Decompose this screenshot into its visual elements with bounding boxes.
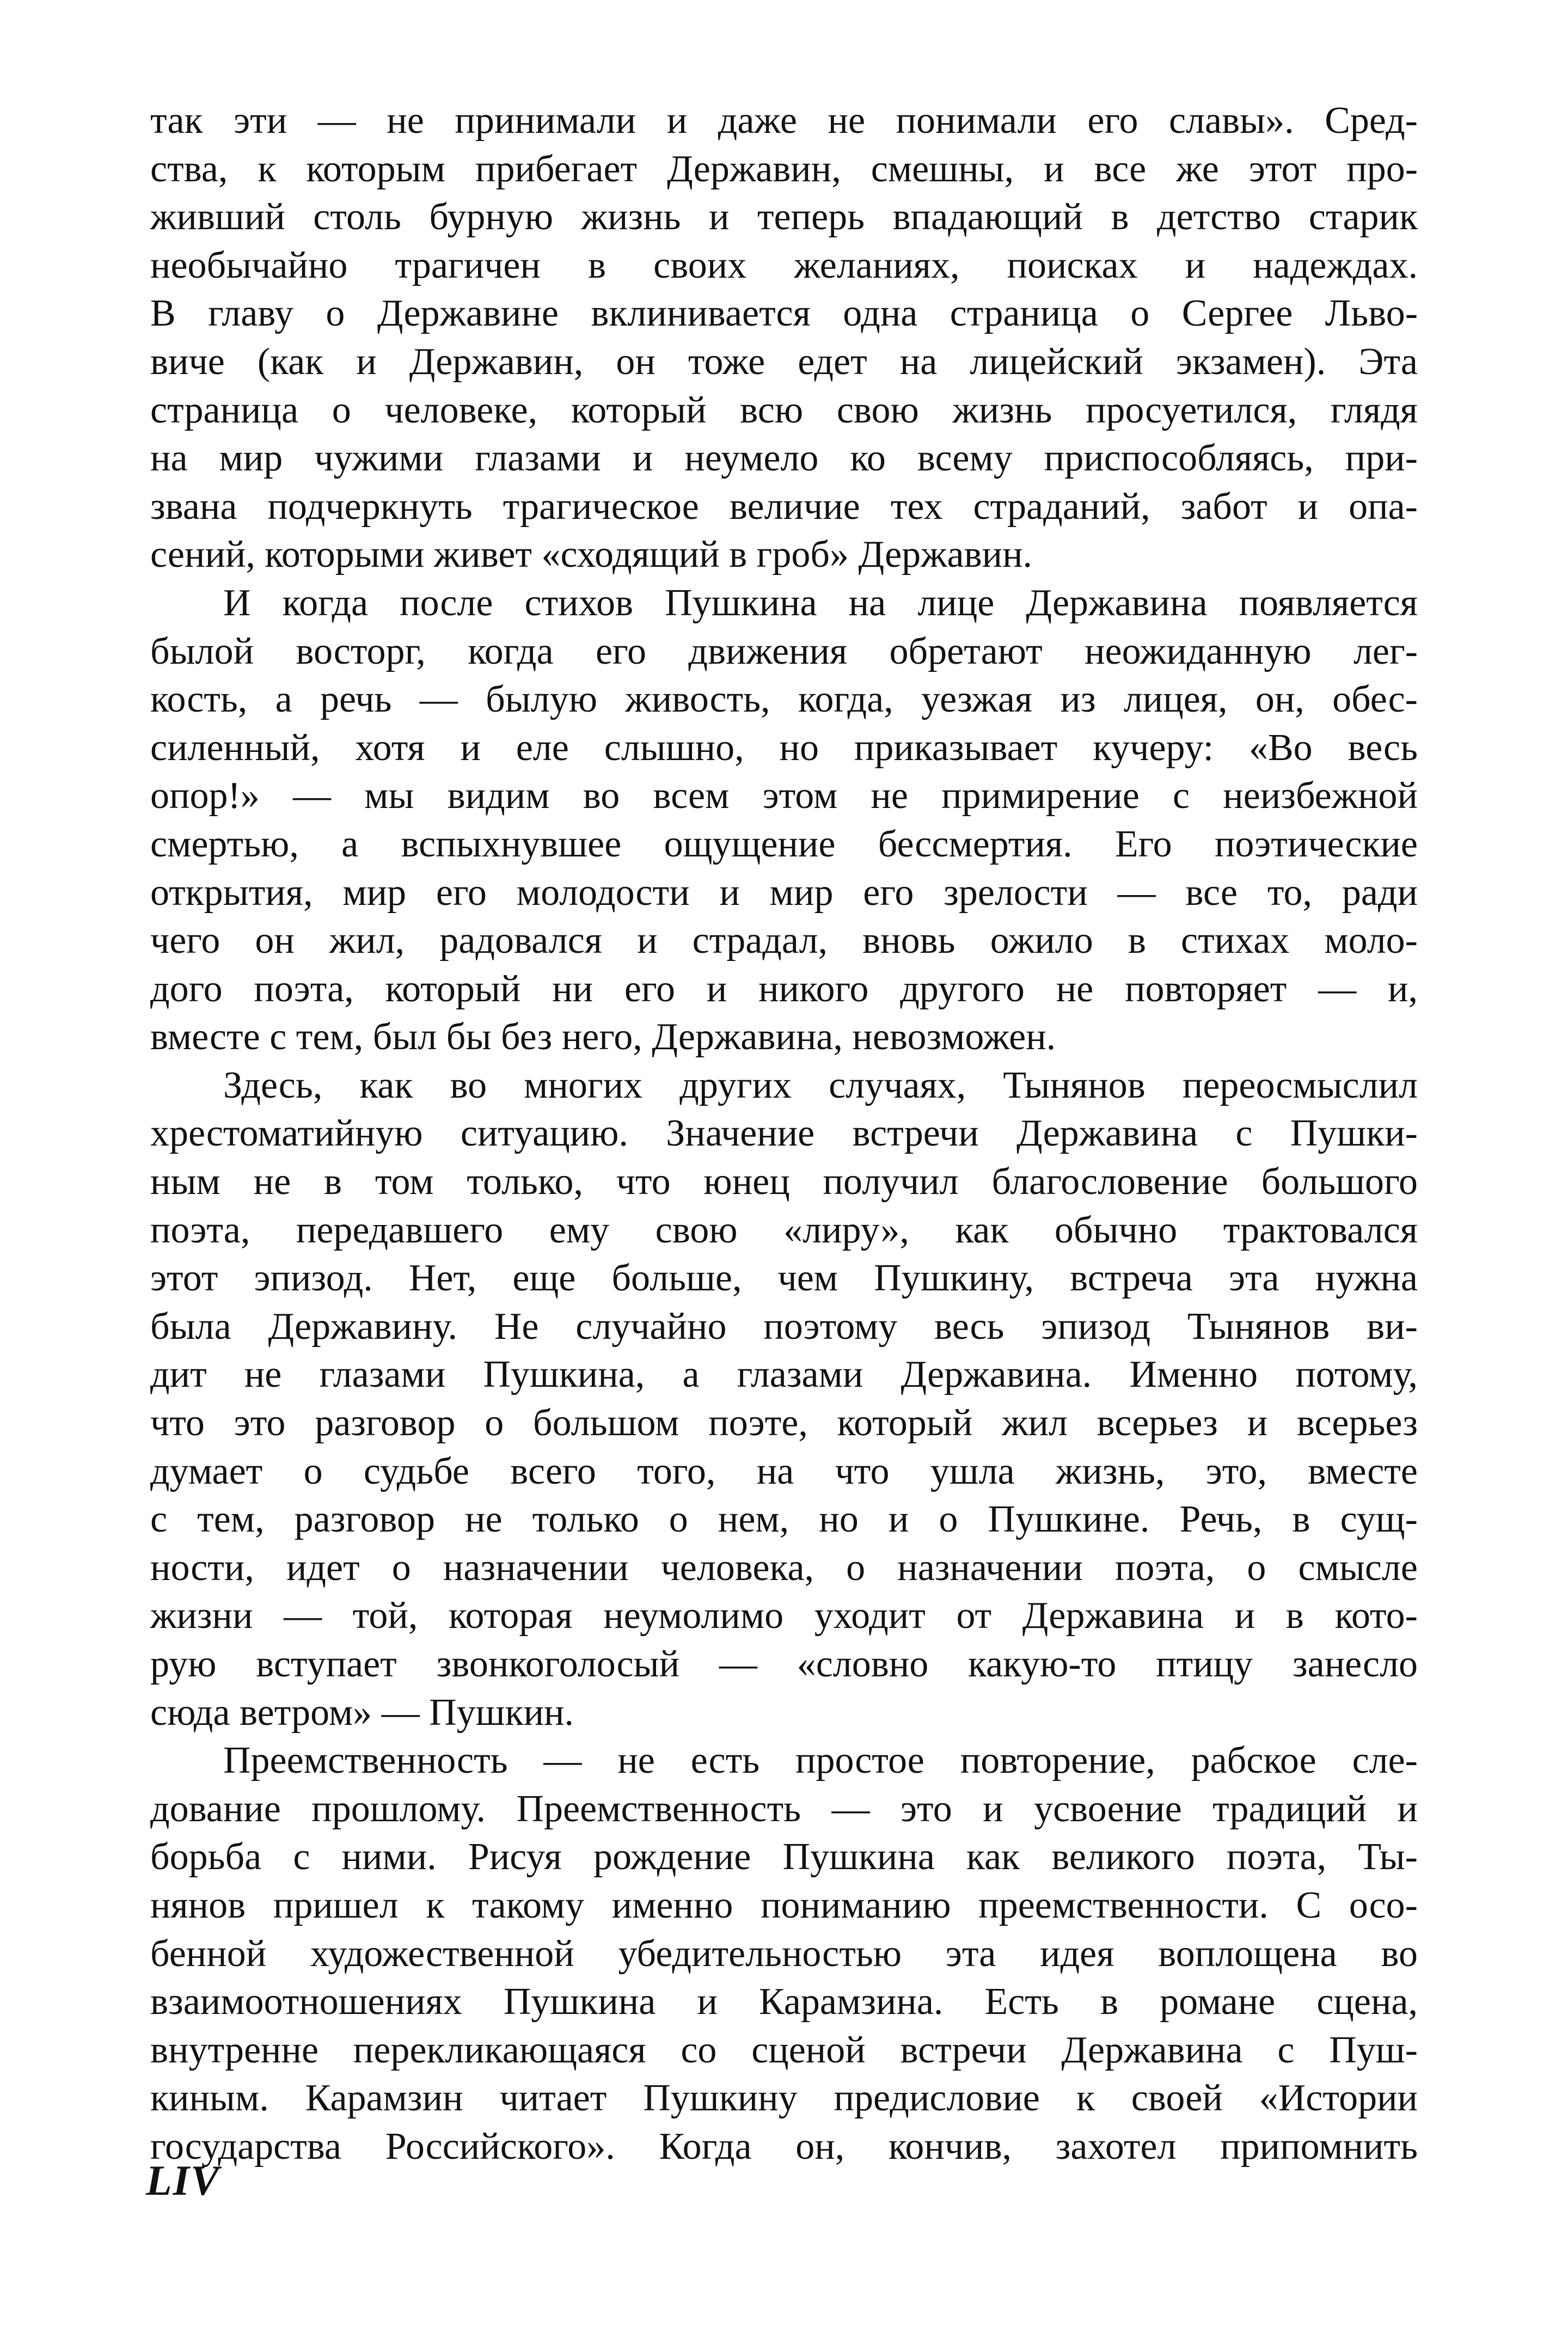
text-line: нянов пришел к такому именно пониманию преемственности. С осо- bbox=[150, 1884, 1418, 1926]
text-line: борьба с ними. Рисуя рождение Пушкина как великого поэта, Ты- bbox=[150, 1836, 1418, 1878]
text-line: ства, к которым прибегает Державин, смешны, и все же этот про- bbox=[150, 148, 1418, 190]
text-line: чего он жил, радовался и страдал, вновь ожило в стихах моло- bbox=[150, 920, 1418, 962]
text-line: И когда после стихов Пушкина на лице Державина появляется bbox=[223, 581, 1418, 624]
text-line: что это разговор о большом поэте, который жил всерьез и всерьез bbox=[150, 1402, 1418, 1444]
text-line: страница о человеке, который всю свою жизнь просуетился, глядя bbox=[150, 389, 1418, 431]
text-line: Преемственность — не есть простое повторение, рабское сле- bbox=[223, 1740, 1418, 1782]
paragraph-4 bbox=[150, 1737, 1418, 2171]
text-line: живший столь бурную жизнь и теперь впадающий в детство старик bbox=[150, 196, 1418, 238]
text-line: поэта, передавшего ему свою «лиру», как обычно трактовался bbox=[150, 1209, 1418, 1251]
text-line: взаимоотношениях Пушкина и Карамзина. Есть в романе сцена, bbox=[150, 1981, 1418, 2023]
paragraph-1 bbox=[150, 97, 1418, 579]
text-line: ным не в том только, что юнец получил благословение большого bbox=[150, 1161, 1418, 1203]
text-line: дит не глазами Пушкина, а глазами Державина. Именно потому, bbox=[150, 1354, 1418, 1396]
paragraph-3 bbox=[150, 1062, 1418, 1737]
text-line: силенный, хотя и еле слышно, но приказывает кучеру: «Во весь bbox=[150, 726, 1418, 769]
text-line: былой восторг, когда его движения обретают неожиданную лег- bbox=[150, 630, 1418, 672]
text-line: смертью, а вспыхнувшее ощущение бессмертия. Его поэтические bbox=[150, 823, 1418, 865]
text-line: бенной художественной убедительностью эта идея воплощена во bbox=[150, 1932, 1418, 1975]
text-line: так эти — не принимали и даже не понимали его славы». Сред- bbox=[150, 100, 1418, 142]
text-line: кость, а речь — былую живость, когда, уезжая из лицея, он, обес- bbox=[150, 678, 1418, 721]
text-line: вместе с тем, был бы без него, Державина, невозможен. bbox=[150, 1016, 1056, 1058]
text-line: была Державину. Не случайно поэтому весь эпизод Тынянов ви- bbox=[150, 1305, 1418, 1348]
text-line: рую вступает звонкоголосый — «словно какую-то птицу занесло bbox=[150, 1643, 1418, 1685]
text-line: сюда ветром» — Пушкин. bbox=[150, 1691, 574, 1734]
text-line: виче (как и Державин, он тоже едет на лицейский экзамен). Эта bbox=[150, 340, 1418, 383]
text-line: с тем, разговор не только о нем, но и о Пушкине. Речь, в сущ- bbox=[150, 1498, 1418, 1541]
text-line: ности, идет о назначении человека, о назначении поэта, о смысле bbox=[150, 1546, 1418, 1589]
text-line: необычайно трагичен в своих желаниях, поисках и надеждах. bbox=[150, 244, 1418, 286]
text-line: дого поэта, который ни его и никого другого не повторяет — и, bbox=[150, 968, 1418, 1010]
text-line: звана подчеркнуть трагическое величие тех страданий, забот и опа- bbox=[150, 485, 1418, 528]
text-line: государства Российского». Когда он, кончив, захотел припомнить bbox=[150, 2125, 1418, 2168]
paragraph-2 bbox=[150, 579, 1418, 1062]
text-line: открытия, мир его молодости и мир его зрелости — все то, ради bbox=[150, 871, 1418, 914]
text-line: думает о судьбе всего того, на что ушла жизнь, это, вместе bbox=[150, 1450, 1418, 1492]
text-line: В главу о Державине вклинивается одна страница о Сергее Льво- bbox=[150, 292, 1418, 335]
text-line: на мир чужими глазами и неумело ко всему приспособляясь, при- bbox=[150, 437, 1418, 480]
text-line: Здесь, как во многих других случаях, Тынянов переосмыслил bbox=[223, 1064, 1418, 1106]
text-line: киным. Карамзин читает Пушкину предисловие к своей «Истории bbox=[150, 2077, 1418, 2120]
text-line: жизни — той, которая неумолимо уходит от Державина и в кото- bbox=[150, 1595, 1418, 1637]
text-line: хрестоматийную ситуацию. Значение встречи Державина с Пушки- bbox=[150, 1112, 1418, 1155]
text-line: дование прошлому. Преемственность — это и усвоение традиций и bbox=[150, 1787, 1418, 1830]
text-line: этот эпизод. Нет, еще больше, чем Пушкину, встреча эта нужна bbox=[150, 1257, 1418, 1300]
text-line: внутренне перекликающаяся со сценой встречи Державина с Пуш- bbox=[150, 2029, 1418, 2071]
body-text bbox=[150, 97, 1418, 2171]
text-line: опор!» — мы видим во всем этом не примирение с неизбежной bbox=[150, 775, 1418, 817]
page-number: LIV bbox=[146, 2157, 220, 2204]
text-line: сений, которыми живет «сходящий в гроб» Державин. bbox=[150, 534, 1033, 576]
